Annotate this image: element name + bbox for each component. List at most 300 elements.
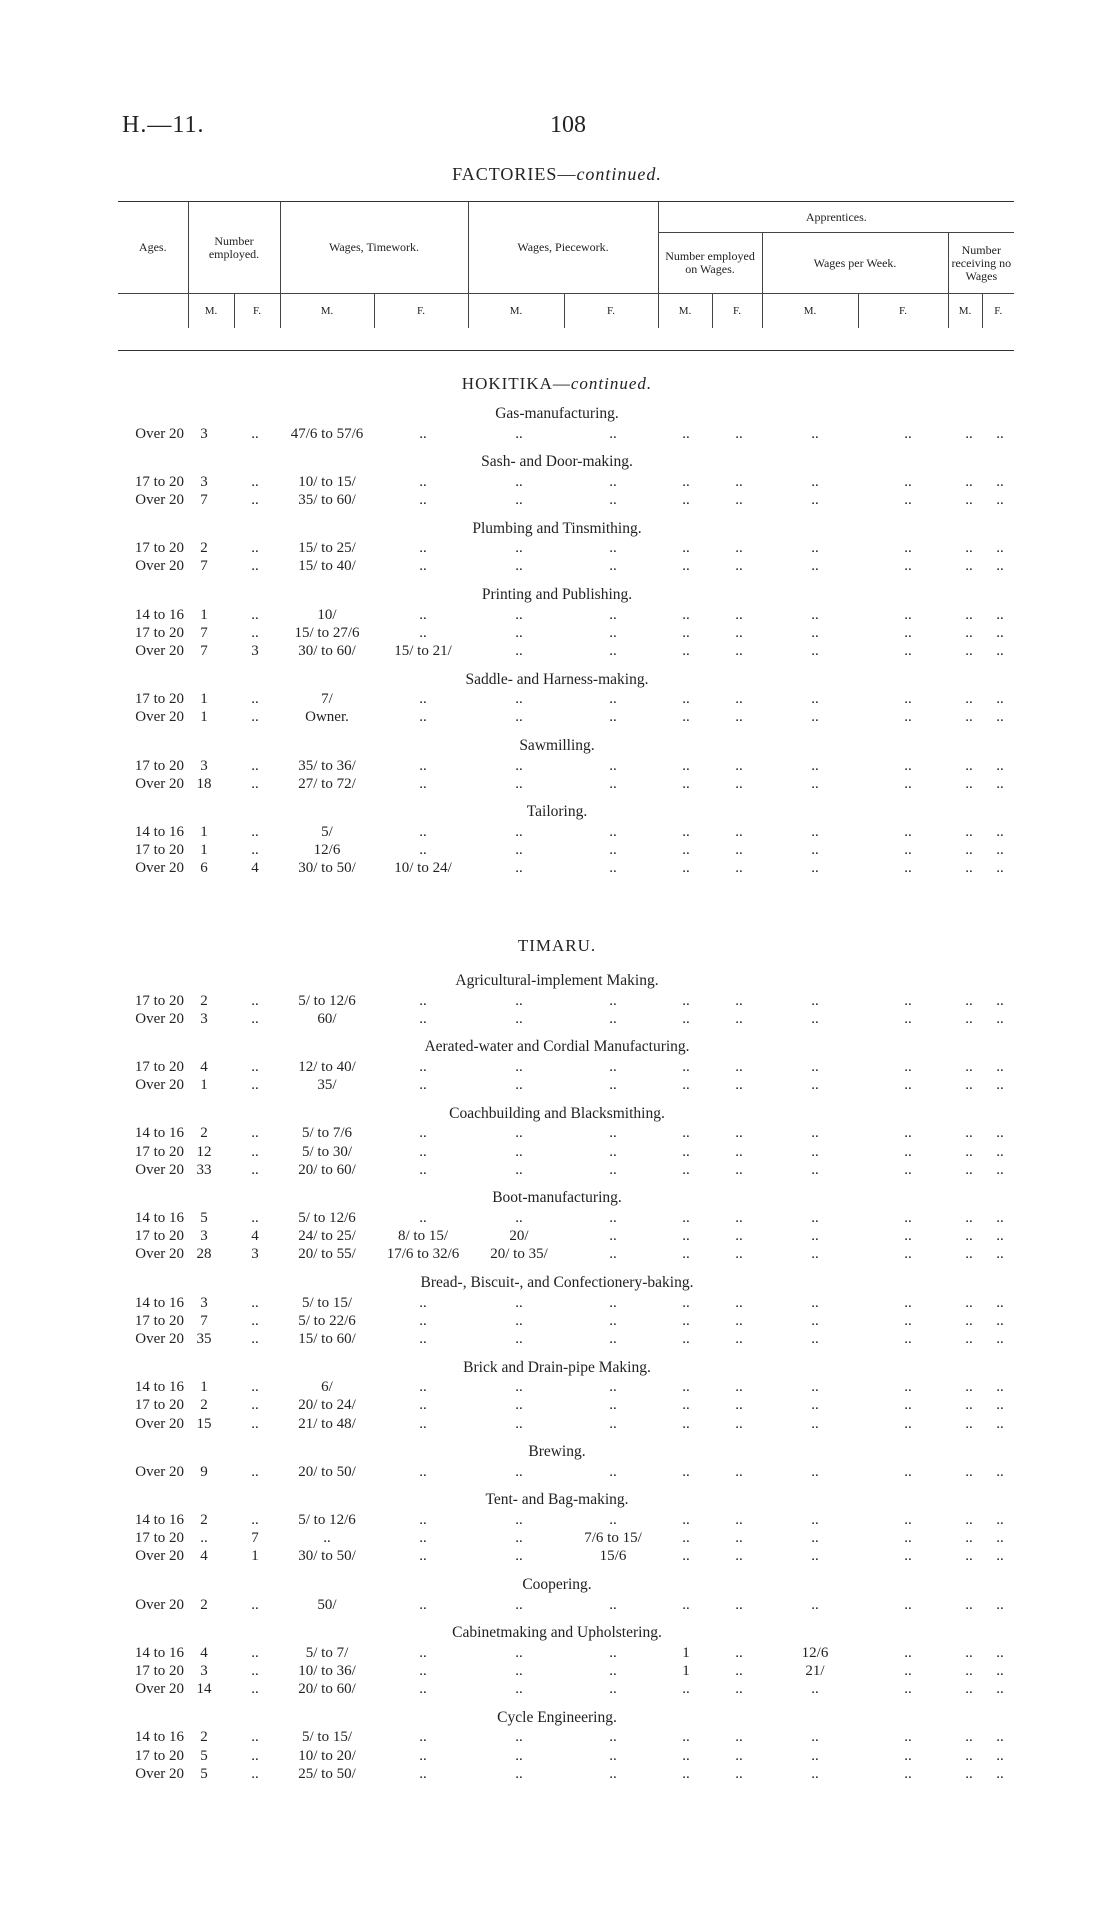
cell-app-nowages-f: .. [996, 842, 1004, 859]
cell-age: Over 20 [135, 1161, 184, 1178]
cell-timework-f: .. [419, 1681, 427, 1698]
cell-app-employed-m: .. [682, 624, 690, 641]
cell-timework-m: 20/ to 60/ [298, 1161, 356, 1178]
cell-employed-m: 2 [200, 1729, 208, 1746]
cell-app-employed-m: .. [682, 757, 690, 774]
cell-piecework-m: .. [515, 558, 523, 575]
cell-app-wages-m: .. [811, 1596, 819, 1613]
cell-timework-m: 15/ to 27/6 [294, 624, 360, 641]
industry-heading: Saddle- and Harness-making. [465, 670, 649, 688]
cell-piecework-f: .. [609, 642, 617, 659]
cell-app-nowages-m: .. [965, 1765, 973, 1782]
cell-app-employed-f: .. [735, 1530, 743, 1547]
cell-employed-m: 33 [196, 1161, 212, 1178]
cell-app-wages-f: .. [904, 1077, 912, 1094]
cell-app-wages-f: .. [904, 1379, 912, 1396]
cell-piecework-m: .. [515, 1548, 523, 1565]
cell-app-nowages-m: .. [965, 1143, 973, 1160]
cell-employed-m: 28 [196, 1246, 212, 1263]
cell-piecework-f: .. [609, 558, 617, 575]
cell-app-wages-f: .. [904, 842, 912, 859]
table-row [0, 1511, 1114, 1529]
cell-app-wages-m: .. [811, 1681, 819, 1698]
cell-app-employed-f: .. [735, 1747, 743, 1764]
cell-employed-m: 2 [200, 540, 208, 557]
cell-app-wages-m: .. [811, 1161, 819, 1178]
table-row [0, 1312, 1114, 1330]
cell-age: Over 20 [135, 1681, 184, 1698]
cell-employed-m: 12 [196, 1143, 212, 1160]
cell-piecework-m: .. [515, 860, 523, 877]
cell-app-employed-m: .. [682, 1330, 690, 1347]
cell-piecework-m: .. [515, 1662, 523, 1679]
table-row [0, 557, 1114, 575]
cell-app-nowages-f: .. [996, 1058, 1004, 1075]
cell-piecework-m: .. [515, 1312, 523, 1329]
cell-app-nowages-m: .. [965, 1548, 973, 1565]
cell-timework-m: 21/ to 48/ [298, 1415, 356, 1432]
cell-app-wages-f: .. [904, 1662, 912, 1679]
header-app-wages-per-week: Wages per Week. [762, 233, 948, 294]
cell-age: Over 20 [135, 709, 184, 726]
cell-app-wages-m: .. [811, 558, 819, 575]
cell-timework-m: 25/ to 50/ [298, 1765, 356, 1782]
cell-timework-f: 17/6 to 32/6 [386, 1246, 460, 1263]
cell-employed-m: 4 [200, 1548, 208, 1565]
cell-employed-m: 2 [200, 1596, 208, 1613]
cell-employed-f: .. [251, 606, 259, 623]
cell-app-employed-f: .. [735, 606, 743, 623]
cell-app-employed-m: .. [682, 1246, 690, 1263]
header-m: M. [188, 294, 234, 329]
cell-piecework-m: .. [515, 1209, 523, 1226]
cell-employed-m: 3 [200, 1010, 208, 1027]
table-row [0, 624, 1114, 642]
cell-piecework-m: .. [515, 757, 523, 774]
cell-app-wages-m: .. [811, 491, 819, 508]
cell-app-employed-f: .. [735, 1548, 743, 1565]
cell-app-nowages-f: .. [996, 1379, 1004, 1396]
cell-piecework-f: .. [609, 1415, 617, 1432]
cell-timework-f: 10/ to 24/ [394, 860, 452, 877]
cell-piecework-m: .. [515, 709, 523, 726]
cell-app-nowages-f: .. [996, 1125, 1004, 1142]
cell-employed-f: 7 [251, 1530, 259, 1547]
cell-employed-f: .. [251, 1312, 259, 1329]
cell-app-wages-f: .. [904, 1747, 912, 1764]
cell-piecework-f: 7/6 to 15/ [584, 1530, 642, 1547]
cell-piecework-m: .. [515, 1330, 523, 1347]
cell-app-nowages-f: .. [996, 1330, 1004, 1347]
cell-timework-f: .. [419, 1143, 427, 1160]
cell-piecework-m: 20/ [509, 1228, 529, 1245]
table-row [0, 1529, 1114, 1547]
industry-heading: Aerated-water and Cordial Manufacturing. [424, 1038, 690, 1056]
cell-employed-f: .. [251, 558, 259, 575]
cell-employed-m: 1 [200, 1077, 208, 1094]
cell-app-nowages-m: .. [965, 1246, 973, 1263]
cell-piecework-m: .. [515, 1397, 523, 1414]
table-row [0, 1396, 1114, 1414]
cell-piecework-f: .. [609, 1747, 617, 1764]
cell-age: 17 to 20 [134, 624, 184, 641]
industry-heading: Agricultural-implement Making. [455, 972, 659, 989]
cell-piecework-f: .. [609, 540, 617, 557]
header-app-number-employed: Number employed on Wages. [658, 233, 762, 294]
cell-app-employed-f: .. [735, 860, 743, 877]
cell-employed-f: .. [251, 691, 259, 708]
cell-app-nowages-f: .. [996, 1415, 1004, 1432]
table-row [0, 992, 1114, 1010]
cell-piecework-m: .. [515, 1161, 523, 1178]
cell-app-employed-m: .. [682, 1511, 690, 1528]
cell-piecework-f: .. [609, 1161, 617, 1178]
cell-app-employed-f: .. [735, 1125, 743, 1142]
cell-age: 17 to 20 [134, 1058, 184, 1075]
cell-employed-m: 1 [200, 842, 208, 859]
cell-piecework-m: .. [515, 1463, 523, 1480]
cell-app-wages-f: .. [904, 775, 912, 792]
cell-app-nowages-m: .. [965, 1397, 973, 1414]
cell-app-nowages-f: .. [996, 1548, 1004, 1565]
cell-age: Over 20 [135, 642, 184, 659]
cell-age: 14 to 16 [134, 1379, 184, 1396]
cell-employed-f: .. [251, 1681, 259, 1698]
cell-piecework-f: .. [609, 842, 617, 859]
cell-piecework-m: .. [515, 1596, 523, 1613]
cell-app-employed-m: .. [682, 1010, 690, 1027]
cell-piecework-f: .. [609, 491, 617, 508]
cell-app-wages-m: 21/ [805, 1662, 825, 1679]
cell-employed-f: .. [251, 1397, 259, 1414]
cell-age: 17 to 20 [134, 1662, 184, 1679]
cell-app-wages-f: .. [904, 691, 912, 708]
table-row [0, 425, 1114, 443]
cell-app-employed-m: .. [682, 606, 690, 623]
table-header [118, 202, 1014, 328]
cell-app-nowages-m: .. [965, 691, 973, 708]
cell-piecework-f: .. [609, 1058, 617, 1075]
cell-timework-m: 6/ [321, 1379, 333, 1396]
cell-app-employed-m: .. [682, 823, 690, 840]
cell-timework-m: 20/ to 24/ [298, 1397, 356, 1414]
cell-app-employed-m: .. [682, 1379, 690, 1396]
cell-app-wages-m: .. [811, 1246, 819, 1263]
cell-employed-m: 3 [200, 1228, 208, 1245]
header-m: M. [948, 294, 982, 329]
cell-app-wages-f: .. [904, 491, 912, 508]
cell-app-nowages-m: .. [965, 642, 973, 659]
cell-age: Over 20 [135, 775, 184, 792]
cell-employed-f: .. [251, 992, 259, 1009]
cell-timework-f: .. [419, 540, 427, 557]
cell-app-nowages-m: .. [965, 709, 973, 726]
cell-piecework-f: .. [609, 606, 617, 623]
cell-app-employed-f: .. [735, 1058, 743, 1075]
cell-app-employed-m: .. [682, 1228, 690, 1245]
cell-employed-m: 7 [200, 624, 208, 641]
cell-piecework-f: .. [609, 1729, 617, 1746]
header-m: M. [762, 294, 858, 329]
cell-employed-m: 2 [200, 992, 208, 1009]
cell-app-wages-f: .. [904, 1415, 912, 1432]
industry-heading: Tent- and Bag-making. [485, 1491, 629, 1509]
table-row [0, 491, 1114, 509]
cell-app-nowages-f: .. [996, 425, 1004, 442]
table-row [0, 1765, 1114, 1783]
page-reference: H.—11. [122, 112, 205, 138]
cell-age: 14 to 16 [134, 1125, 184, 1142]
cell-app-nowages-f: .. [996, 642, 1004, 659]
cell-app-employed-f: .. [735, 473, 743, 490]
cell-age: 14 to 16 [134, 1644, 184, 1661]
cell-app-wages-m: .. [811, 709, 819, 726]
cell-app-wages-f: .. [904, 473, 912, 490]
cell-app-wages-m: .. [811, 1077, 819, 1094]
cell-piecework-f: .. [609, 1662, 617, 1679]
cell-app-employed-m: .. [682, 1415, 690, 1432]
page-number: 108 [550, 112, 586, 138]
cell-age: 17 to 20 [134, 473, 184, 490]
cell-age: 17 to 20 [134, 1747, 184, 1764]
cell-age: 17 to 20 [134, 691, 184, 708]
cell-employed-m: 5 [200, 1209, 208, 1226]
cell-piecework-f: .. [609, 860, 617, 877]
cell-age: 17 to 20 [134, 842, 184, 859]
cell-app-employed-f: .. [735, 1312, 743, 1329]
cell-piecework-f: .. [609, 709, 617, 726]
cell-timework-m: 24/ to 25/ [298, 1228, 356, 1245]
cell-piecework-m: .. [515, 1511, 523, 1528]
cell-piecework-m: .. [515, 1077, 523, 1094]
cell-timework-m: 12/6 [313, 842, 341, 859]
cell-age: 14 to 16 [134, 606, 184, 623]
cell-app-wages-f: .. [904, 992, 912, 1009]
header-f: F. [374, 294, 468, 329]
cell-app-nowages-m: .. [965, 1010, 973, 1027]
cell-app-wages-m: .. [811, 823, 819, 840]
cell-employed-f: 3 [251, 1246, 259, 1263]
cell-timework-f: .. [419, 1729, 427, 1746]
cell-age: 17 to 20 [134, 1530, 184, 1547]
cell-app-nowages-m: .. [965, 491, 973, 508]
cell-app-wages-m: .. [811, 1209, 819, 1226]
cell-age: Over 20 [135, 1415, 184, 1432]
cell-app-nowages-f: .. [996, 709, 1004, 726]
header-m: M. [658, 294, 712, 329]
page-title-continued: continued. [576, 164, 662, 184]
cell-age: Over 20 [135, 1463, 184, 1480]
cell-app-wages-f: .. [904, 1596, 912, 1613]
cell-timework-m: 15/ to 40/ [298, 558, 356, 575]
cell-app-employed-f: .. [735, 1161, 743, 1178]
header-wages-timework: Wages, Timework. [280, 202, 468, 294]
cell-employed-m: 1 [200, 709, 208, 726]
cell-app-nowages-f: .. [996, 691, 1004, 708]
cell-employed-f: 1 [251, 1548, 259, 1565]
cell-employed-m: 7 [200, 642, 208, 659]
cell-app-employed-f: .. [735, 1644, 743, 1661]
cell-app-employed-m: .. [682, 1747, 690, 1764]
cell-age: Over 20 [135, 1010, 184, 1027]
cell-piecework-m: .. [515, 1379, 523, 1396]
cell-app-employed-m: 1 [682, 1662, 690, 1679]
cell-age: 17 to 20 [134, 1312, 184, 1329]
industry-heading: Brewing. [528, 1443, 586, 1461]
cell-timework-f: .. [419, 1312, 427, 1329]
table-row [0, 1161, 1114, 1179]
cell-app-wages-m: .. [811, 1010, 819, 1027]
industry-heading: Tailoring. [526, 803, 588, 821]
cell-piecework-m: .. [515, 473, 523, 490]
cell-app-employed-f: .. [735, 1209, 743, 1226]
cell-piecework-f: .. [609, 1596, 617, 1613]
cell-app-employed-f: .. [735, 425, 743, 442]
cell-app-nowages-f: .. [996, 1596, 1004, 1613]
cell-app-employed-m: .. [682, 540, 690, 557]
cell-app-nowages-m: .. [965, 1077, 973, 1094]
cell-employed-m: 7 [200, 491, 208, 508]
header-wages-piecework: Wages, Piecework. [468, 202, 658, 294]
table-row [0, 606, 1114, 624]
cell-app-wages-m: .. [811, 860, 819, 877]
cell-timework-f: .. [419, 1058, 427, 1075]
cell-app-nowages-f: .. [996, 1463, 1004, 1480]
cell-timework-f: .. [419, 1077, 427, 1094]
cell-age: Over 20 [135, 1548, 184, 1565]
cell-timework-f: .. [419, 1415, 427, 1432]
cell-piecework-m: .. [515, 540, 523, 557]
cell-app-employed-f: .. [735, 1246, 743, 1263]
location-heading: TIMARU. [517, 936, 597, 955]
cell-timework-f: .. [419, 823, 427, 840]
cell-employed-f: .. [251, 1463, 259, 1480]
industry-heading: Plumbing and Tinsmithing. [472, 519, 642, 537]
cell-timework-f: .. [419, 757, 427, 774]
cell-piecework-f: .. [609, 823, 617, 840]
cell-app-wages-f: .. [904, 1729, 912, 1746]
cell-age: Over 20 [135, 425, 184, 442]
cell-app-nowages-f: .. [996, 1010, 1004, 1027]
cell-employed-m: 6 [200, 860, 208, 877]
cell-timework-m: 15/ to 25/ [298, 540, 356, 557]
cell-timework-f: .. [419, 1294, 427, 1311]
cell-piecework-f: 15/6 [599, 1548, 627, 1565]
cell-app-nowages-m: .. [965, 860, 973, 877]
cell-piecework-m: .. [515, 1010, 523, 1027]
cell-app-wages-m: .. [811, 1379, 819, 1396]
cell-timework-m: 47/6 to 57/6 [290, 425, 364, 442]
cell-age: Over 20 [135, 558, 184, 575]
cell-app-nowages-m: .. [965, 1681, 973, 1698]
cell-age: Over 20 [135, 1246, 184, 1263]
cell-app-nowages-f: .. [996, 1228, 1004, 1245]
cell-piecework-f: .. [609, 1397, 617, 1414]
cell-app-wages-m: .. [811, 1747, 819, 1764]
cell-employed-f: 4 [251, 860, 259, 877]
cell-piecework-m: .. [515, 1765, 523, 1782]
cell-employed-m: 1 [200, 1379, 208, 1396]
cell-app-nowages-f: .. [996, 1143, 1004, 1160]
industry-heading: Gas-manufacturing. [495, 405, 619, 422]
cell-app-employed-m: .. [682, 1463, 690, 1480]
cell-piecework-f: .. [609, 1330, 617, 1347]
cell-app-employed-m: .. [682, 992, 690, 1009]
cell-timework-m: 27/ to 72/ [298, 775, 356, 792]
table-row [0, 823, 1114, 841]
cell-piecework-f: .. [609, 1511, 617, 1528]
cell-app-nowages-m: .. [965, 425, 973, 442]
cell-app-employed-f: .. [735, 642, 743, 659]
cell-app-wages-f: .. [904, 1058, 912, 1075]
header-ages: Ages. [138, 240, 167, 254]
cell-app-employed-f: .. [735, 1077, 743, 1094]
cell-age: Over 20 [135, 1765, 184, 1782]
cell-app-employed-m: 1 [682, 1644, 690, 1661]
cell-app-nowages-f: .. [996, 491, 1004, 508]
cell-employed-m: 15 [196, 1415, 212, 1432]
cell-app-nowages-f: .. [996, 1644, 1004, 1661]
cell-app-employed-f: .. [735, 1765, 743, 1782]
cell-app-nowages-m: .. [965, 842, 973, 859]
cell-employed-f: .. [251, 1294, 259, 1311]
cell-age: 17 to 20 [134, 1397, 184, 1414]
cell-employed-m: 5 [200, 1747, 208, 1764]
cell-app-wages-f: .. [904, 1548, 912, 1565]
cell-app-wages-m: .. [811, 642, 819, 659]
cell-piecework-f: .. [609, 1312, 617, 1329]
cell-piecework-m: .. [515, 1125, 523, 1142]
cell-app-employed-f: .. [735, 491, 743, 508]
table-row [0, 1680, 1114, 1698]
cell-timework-f: .. [419, 558, 427, 575]
cell-piecework-f: .. [609, 1143, 617, 1160]
cell-timework-f: .. [419, 1530, 427, 1547]
cell-employed-f: .. [251, 491, 259, 508]
cell-app-nowages-m: .. [965, 1415, 973, 1432]
cell-app-nowages-f: .. [996, 1530, 1004, 1547]
cell-timework-m: 35/ to 36/ [298, 757, 356, 774]
cell-app-nowages-m: .. [965, 473, 973, 490]
cell-piecework-m: .. [515, 992, 523, 1009]
table-row [0, 1728, 1114, 1746]
cell-timework-f: 15/ to 21/ [394, 642, 452, 659]
cell-employed-f: .. [251, 1010, 259, 1027]
cell-piecework-f: .. [609, 624, 617, 641]
cell-app-wages-m: .. [811, 1058, 819, 1075]
table-row [0, 757, 1114, 775]
cell-app-wages-f: .. [904, 642, 912, 659]
cell-app-nowages-f: .. [996, 1662, 1004, 1679]
cell-app-nowages-m: .. [965, 1662, 973, 1679]
industry-heading: Cabinetmaking and Upholstering. [452, 1624, 662, 1642]
cell-piecework-f: .. [609, 691, 617, 708]
cell-app-wages-m: .. [811, 425, 819, 442]
cell-employed-m: 7 [200, 558, 208, 575]
industry-heading: Bread-, Biscuit-, and Confectionery-baking. [420, 1274, 694, 1291]
cell-app-nowages-f: .. [996, 1681, 1004, 1698]
location-continued: continued. [570, 374, 653, 393]
cell-timework-m: 10/ to 20/ [298, 1747, 356, 1764]
cell-age: 17 to 20 [134, 1143, 184, 1160]
cell-app-employed-f: .. [735, 540, 743, 557]
header-apprentices: Apprentices. [658, 202, 1014, 233]
cell-app-employed-m: .. [682, 775, 690, 792]
cell-app-employed-m: .. [682, 473, 690, 490]
cell-app-nowages-f: .. [996, 1747, 1004, 1764]
cell-app-nowages-f: .. [996, 1397, 1004, 1414]
cell-app-wages-f: .. [904, 558, 912, 575]
